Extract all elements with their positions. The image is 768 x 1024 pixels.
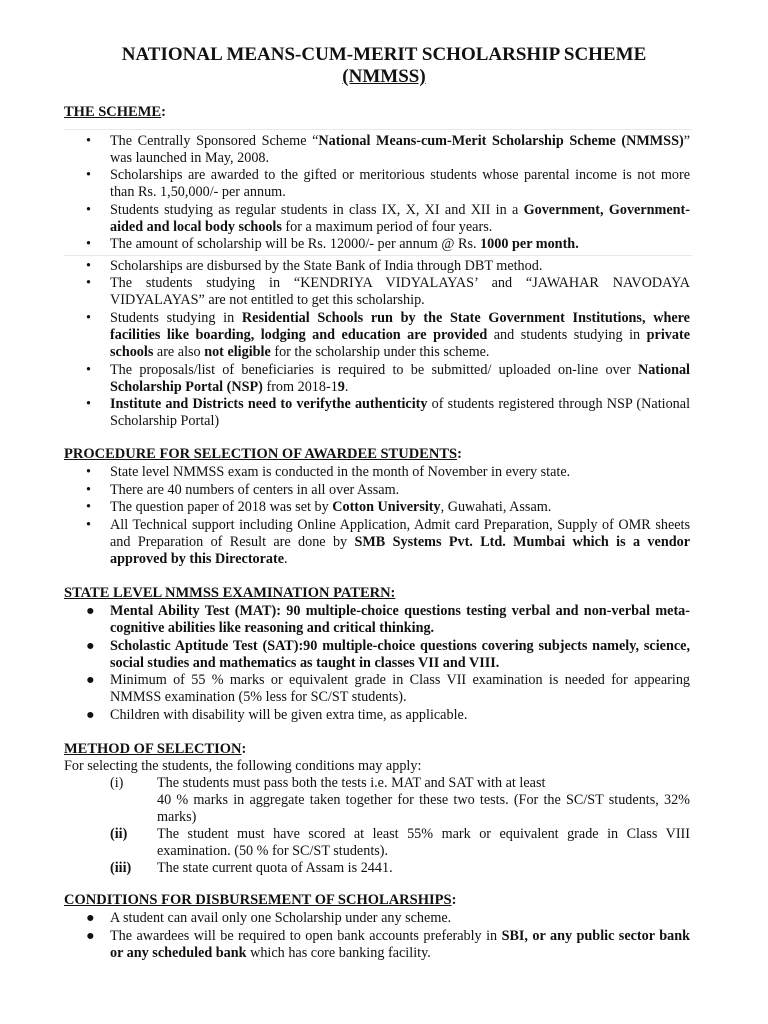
text: All Technical support including Online Application, Admit card Preparation, Supply of OMR sheets and Preparation of Result are done by: [110, 517, 690, 551]
text: .: [344, 379, 349, 396]
bold-text: Residential Schools run by the State Government Institutions, where facilities like boarding, lodging and education are provided: [110, 310, 690, 344]
text: A student can avail only one Scholarship under any scheme.: [110, 910, 452, 926]
title-acronym: (NMMSS): [342, 66, 426, 87]
bold-text: Government, Government-aided and local body schools: [110, 202, 690, 236]
list-item: [86, 672, 690, 706]
bullet-icon: •: [86, 275, 91, 291]
text: of students registered through NSP (National Scholarship Portal): [110, 396, 691, 430]
list-item: [86, 482, 690, 499]
method-intro: For selecting the students, the following conditions may apply:: [64, 758, 422, 774]
text: The students must pass both the tests i.e. MAT and SAT with at least: [157, 775, 546, 791]
bullet-icon: ●: [86, 638, 95, 654]
text: The amount of scholarship will be Rs. 12000/- per annum @ Rs.: [110, 236, 481, 252]
bullet-icon: •: [86, 167, 91, 183]
bold-text: Mental Ability Test (MAT): 90 multiple-choice questions testing verbal and non-verbal meta-cognitive abilities like reasoning and critical thinking.: [110, 603, 690, 637]
bullet-icon: ●: [86, 603, 95, 619]
list-item: [86, 910, 690, 927]
text: Scholarships are disbursed by the State Bank of India through DBT method.: [110, 258, 543, 274]
text: Students studying as regular students in class IX, X, XI and XII in a: [110, 202, 524, 218]
bullet-icon: •: [86, 517, 91, 533]
bold-text: Scholastic Aptitude Test (SAT):90 multiple-choice questions covering subjects namely, science, social studies and mathematics as taught in classes VII and VIII.: [110, 638, 690, 672]
list-item: [86, 202, 690, 236]
text: for a maximum period of four years.: [281, 219, 493, 236]
list-item: [86, 638, 690, 672]
text: The students studying in “KENDRIYA VIDYALAYAS’ and “JAWAHAR NAVODAYA VIDYALAYAS” are not entitled to get this scholarship.: [110, 275, 690, 309]
bold-text: National Scholarship Portal (NSP): [110, 362, 690, 396]
section-heading-procedure: [64, 446, 462, 463]
text: from 2018-1: [262, 379, 338, 396]
bullet-icon: •: [86, 258, 91, 274]
list-item: [86, 258, 690, 275]
document-title-line1: NATIONAL MEANS-CUM-MERIT SCHOLARSHIP SCHEME: [121, 44, 647, 65]
text: Scholarships are awarded to the gifted or meritorious students whose parental income is not more than Rs. 1,50,000/- per annum.: [110, 167, 690, 201]
text: , Guwahati, Assam.: [440, 499, 552, 515]
list-item: [86, 499, 690, 516]
numbered-item-continuation: 40 % marks in aggregate taken together for these two tests. (For the SC/ST students, 32% marks): [157, 792, 690, 826]
heading-colon: :: [451, 892, 457, 908]
list-item: [86, 707, 690, 724]
heading-colon: :: [457, 446, 462, 462]
numbered-item: [110, 775, 690, 792]
bullet-icon: ●: [86, 928, 95, 944]
text: and students studying in: [487, 327, 647, 344]
list-item: [86, 310, 690, 362]
item-marker: (ii): [110, 826, 128, 842]
list-item: [86, 275, 690, 309]
item-marker: (iii): [110, 860, 132, 876]
bold-text: not eligible: [204, 344, 271, 361]
bullet-icon: •: [86, 236, 91, 252]
list-item: [86, 396, 691, 430]
bold-text: SMB Systems Pvt. Ltd. Mumbai which is a vendor approved by this Directorate: [110, 534, 690, 568]
heading-colon: :: [241, 741, 247, 757]
heading-text: PROCEDURE FOR SELECTION OF AWARDEE STUDENTS: [64, 446, 458, 462]
list-item: [86, 362, 690, 396]
heading-colon: :: [161, 104, 166, 120]
bullet-icon: ●: [86, 672, 95, 688]
bullet-icon: •: [86, 133, 91, 149]
bullet-icon: ●: [86, 910, 95, 926]
text: .: [284, 551, 288, 568]
bullet-icon: ●: [86, 707, 95, 723]
list-item: [86, 133, 691, 167]
section-heading-method: [64, 741, 246, 758]
text: The proposals/list of beneficiaries is required to be submitted/ uploaded on-line over: [110, 362, 638, 378]
bold-text: National Means-cum-Merit Scholarship Scheme (NMMSS): [318, 133, 684, 149]
document-title-line2: [0, 66, 768, 88]
bullet-icon: •: [86, 310, 91, 326]
text: are also: [153, 344, 205, 361]
bold-text: Cotton University: [332, 499, 441, 515]
bullet-icon: •: [86, 464, 91, 480]
text: There are 40 numbers of centers in all over Assam.: [110, 482, 400, 498]
item-marker: (i): [110, 775, 124, 791]
text: State level NMMSS exam is conducted in the month of November in every state.: [110, 464, 571, 480]
section-heading-pattern: STATE LEVEL NMMSS EXAMINATION PATERN:: [64, 585, 396, 601]
bullet-icon: •: [86, 362, 91, 378]
bullet-icon: •: [86, 396, 91, 412]
bold-text: SBI, or any public sector bank or any scheduled bank: [110, 928, 690, 962]
text: which has core banking facility.: [246, 945, 431, 962]
text: for the scholarship under this scheme.: [270, 344, 490, 361]
bullet-icon: •: [86, 499, 91, 515]
divider: [64, 129, 692, 130]
bold-text: private schools: [110, 327, 690, 361]
list-item: [86, 603, 690, 637]
list-item: [86, 928, 690, 962]
section-heading-scheme: [64, 104, 166, 121]
list-item: [86, 464, 690, 481]
text: Children with disability will be given extra time, as applicable.: [110, 707, 468, 723]
numbered-item: [110, 826, 690, 860]
bullet-icon: •: [86, 202, 91, 218]
text: Students studying in: [110, 310, 242, 326]
text: The question paper of 2018 was set by: [110, 499, 333, 515]
bold-text: 1000 per month.: [480, 236, 579, 252]
text: Minimum of 55 % marks or equivalent grade in Class VII examination is needed for appearing NMMSS examination (5% less for SC/ST students).: [110, 672, 690, 706]
list-item: [86, 517, 690, 569]
text: The student must have scored at least 55% mark or equivalent grade in Class VIII examination. (50 % for SC/ST students).: [157, 826, 690, 860]
bold-text: Institute and Districts need to verifythe authenticity: [110, 396, 428, 412]
heading-text: THE SCHEME: [64, 104, 162, 120]
list-item: [86, 236, 690, 253]
heading-text: CONDITIONS FOR DISBURSEMENT OF SCHOLARSHIPS: [64, 892, 452, 908]
list-item: [86, 167, 690, 201]
divider: [64, 255, 692, 256]
numbered-item: [110, 860, 690, 877]
heading-text: METHOD OF SELECTION: [64, 741, 242, 757]
bullet-icon: •: [86, 482, 91, 498]
text: The state current quota of Assam is 2441.: [157, 860, 393, 876]
section-heading-conditions: [64, 892, 456, 909]
text: The Centrally Sponsored Scheme “: [110, 133, 319, 149]
text: ” was launched in May, 2008.: [110, 133, 691, 167]
text: The awardees will be required to open bank accounts preferably in: [110, 928, 502, 944]
bold-text: 9: [337, 379, 345, 396]
